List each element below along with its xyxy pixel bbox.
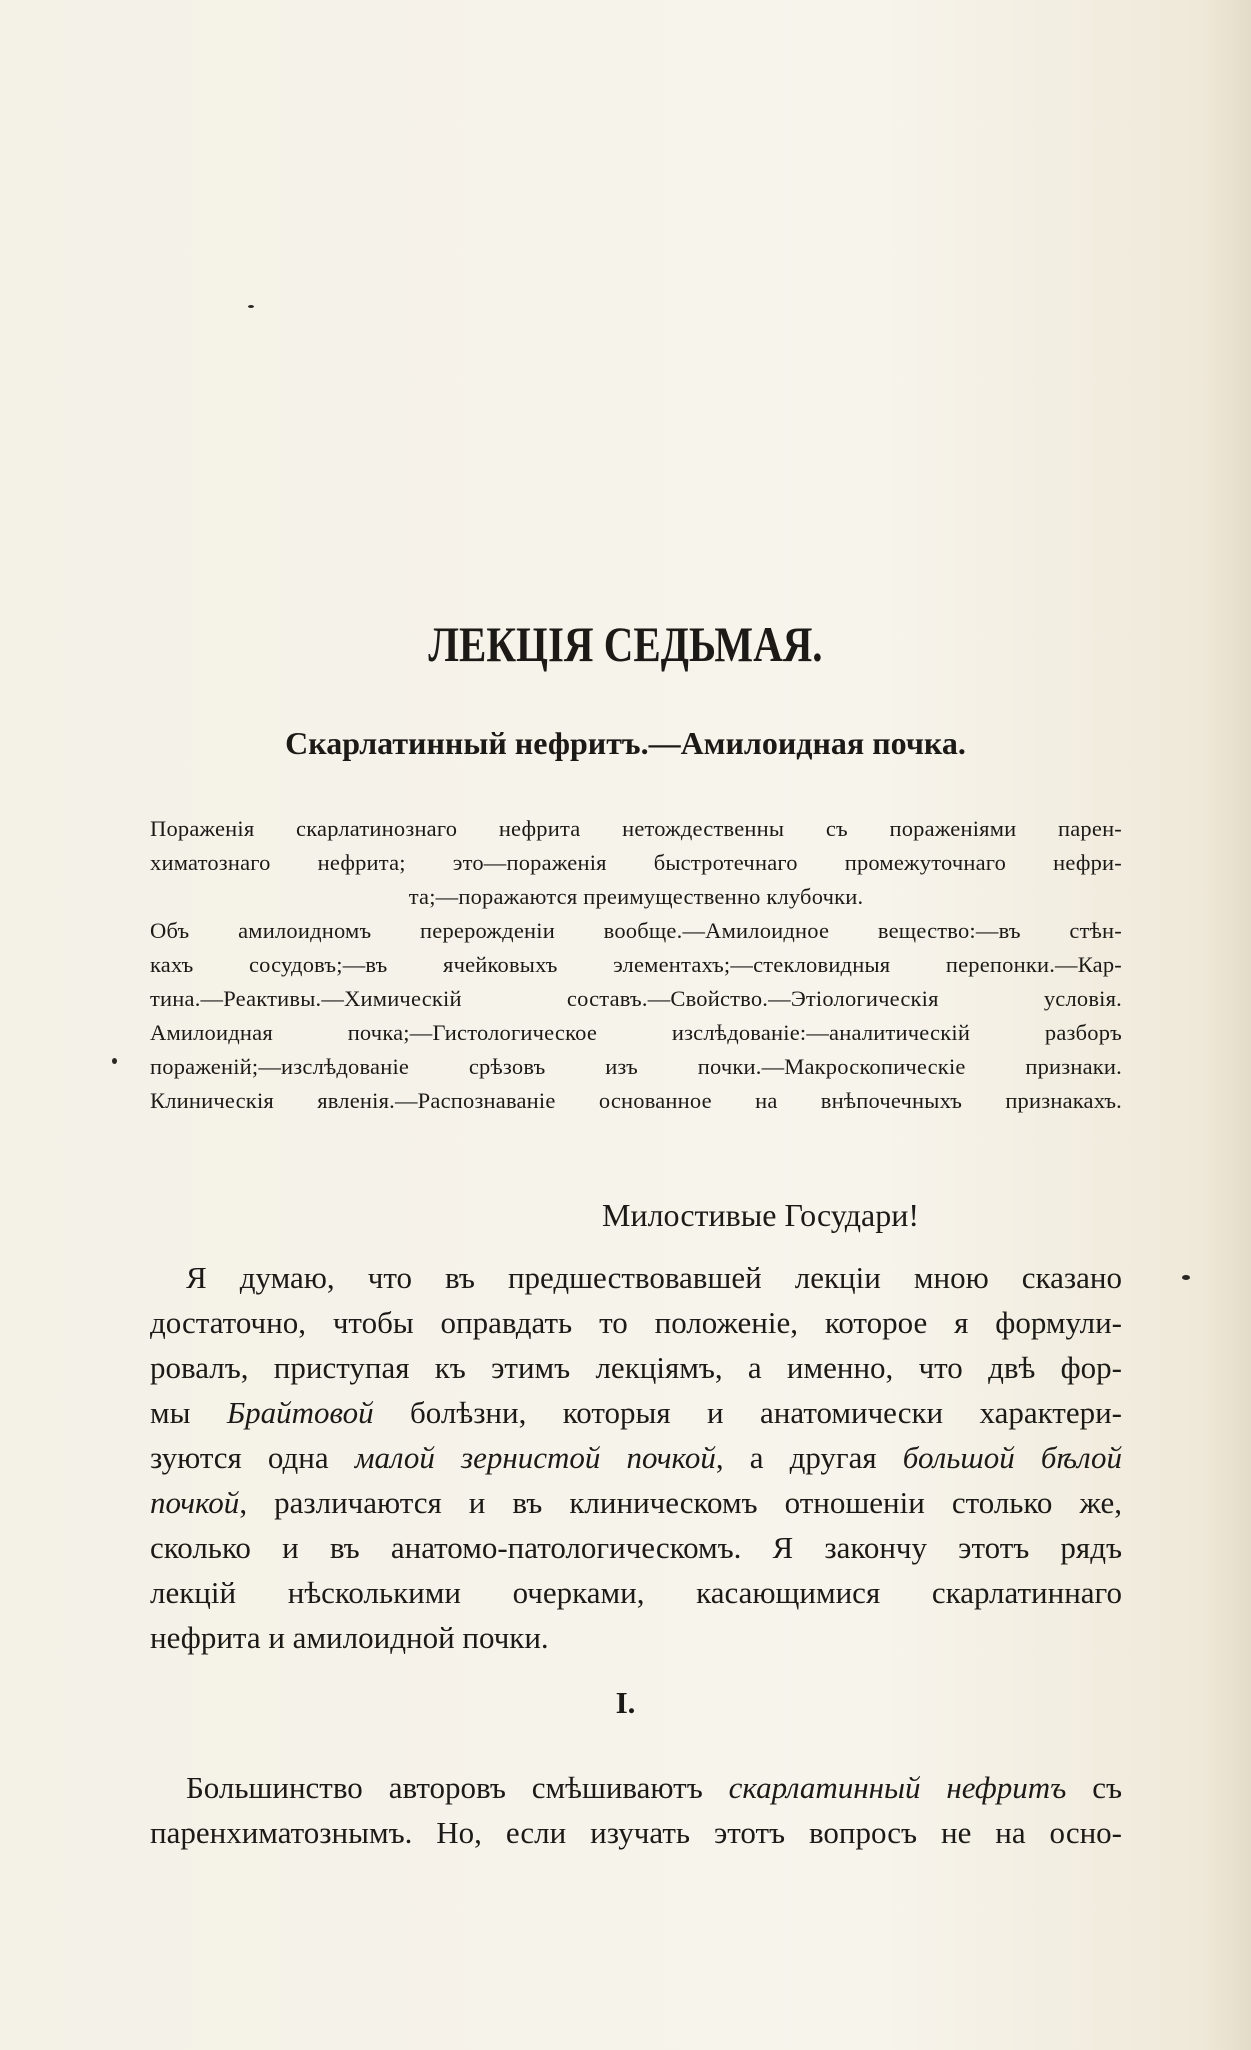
summary-line: та;—поражаются преимущественно клубочки. <box>408 884 864 909</box>
text-run: , а другая <box>715 1440 903 1475</box>
text-run: мы <box>150 1395 227 1430</box>
ink-speck <box>248 305 254 308</box>
ink-speck <box>112 1058 117 1064</box>
lecture-subtitle: Скарлатинный нефритъ.—Амилоидная почка. <box>285 725 966 761</box>
lecture-title: ЛЕКЦІЯ СЕДЬМАЯ. <box>428 616 823 672</box>
summary-line: Клиническія явленія.—Распознаваніе основанное на внѣпочечныхъ признакахъ. <box>150 1088 1122 1113</box>
summary-line: Амилоидная почка;—Гистологическое изслѣдованіе:—аналитическій разборъ <box>150 1020 1122 1045</box>
paragraph-line <box>150 1435 1122 1480</box>
summary-line: пораженій;—изслѣдованіе срѣзовъ изъ почки.—Макроскопическіе признаки. <box>150 1054 1122 1079</box>
paragraph-line: нефрита и амилоидной почки. <box>150 1620 549 1655</box>
paragraph-line: ровалъ, приступая къ этимъ лекціямъ, а именно, что двѣ фор- <box>150 1350 1122 1385</box>
text-run: болѣзни, которыя и анатомически характери- <box>373 1395 1122 1430</box>
italic-run: малой зернистой почкой <box>354 1440 716 1475</box>
paragraph-line: паренхиматознымъ. Но, если изучать этотъ вопросъ не на осно- <box>150 1815 1122 1850</box>
paragraph-1 <box>150 1255 1122 1660</box>
italic-run: скарлатинный нефритъ <box>728 1770 1067 1805</box>
ink-speck <box>1182 1275 1190 1280</box>
italic-run: большой бѣлой <box>902 1440 1122 1475</box>
summary-line: химатознаго нефрита; это—пораженія быстротечнаго промежуточнаго нефри- <box>150 850 1122 875</box>
salutation: Милостивые Государи! <box>602 1197 919 1233</box>
text-run: съ <box>1066 1770 1122 1805</box>
paragraph-line <box>150 1480 1122 1525</box>
summary-line: Объ амилоидномъ перерожденіи вообще.—Амилоидное вещество:—въ стѣн- <box>150 918 1122 943</box>
text-run: Большинство авторовъ смѣшиваютъ <box>186 1770 729 1805</box>
lecture-summary <box>150 812 1122 1118</box>
summary-line: тина.—Реактивы.—Химическій составъ.—Свойство.—Этіологическія условія. <box>150 986 1122 1011</box>
text-run: , различаются и въ клиническомъ отношеніи столько же, <box>239 1485 1122 1520</box>
section-number: I. <box>615 1685 636 1720</box>
paragraph-line <box>150 1390 1122 1435</box>
italic-run: почкой <box>150 1485 240 1520</box>
summary-line: Пораженія скарлатинознаго нефрита нетождественны съ пораженіями парен- <box>150 816 1122 841</box>
paragraph-line <box>150 1765 1122 1810</box>
paragraph-2 <box>150 1765 1122 1855</box>
paragraph-line: Я думаю, что въ предшествовавшей лекціи мною сказано <box>186 1260 1122 1295</box>
paragraph-line: достаточно, чтобы оправдать то положеніе, которое я формули- <box>150 1305 1122 1340</box>
summary-line: кахъ сосудовъ;—въ ячейковыхъ элементахъ;—стекловидныя перепонки.—Кар- <box>150 952 1122 977</box>
text-run: зуются одна <box>150 1440 355 1475</box>
paragraph-line: лекцій нѣсколькими очерками, касающимися скарлатиннаго <box>150 1575 1122 1610</box>
italic-run: Брайтовой <box>226 1395 374 1430</box>
paragraph-line: сколько и въ анатомо-патологическомъ. Я закончу этотъ рядъ <box>150 1530 1122 1565</box>
